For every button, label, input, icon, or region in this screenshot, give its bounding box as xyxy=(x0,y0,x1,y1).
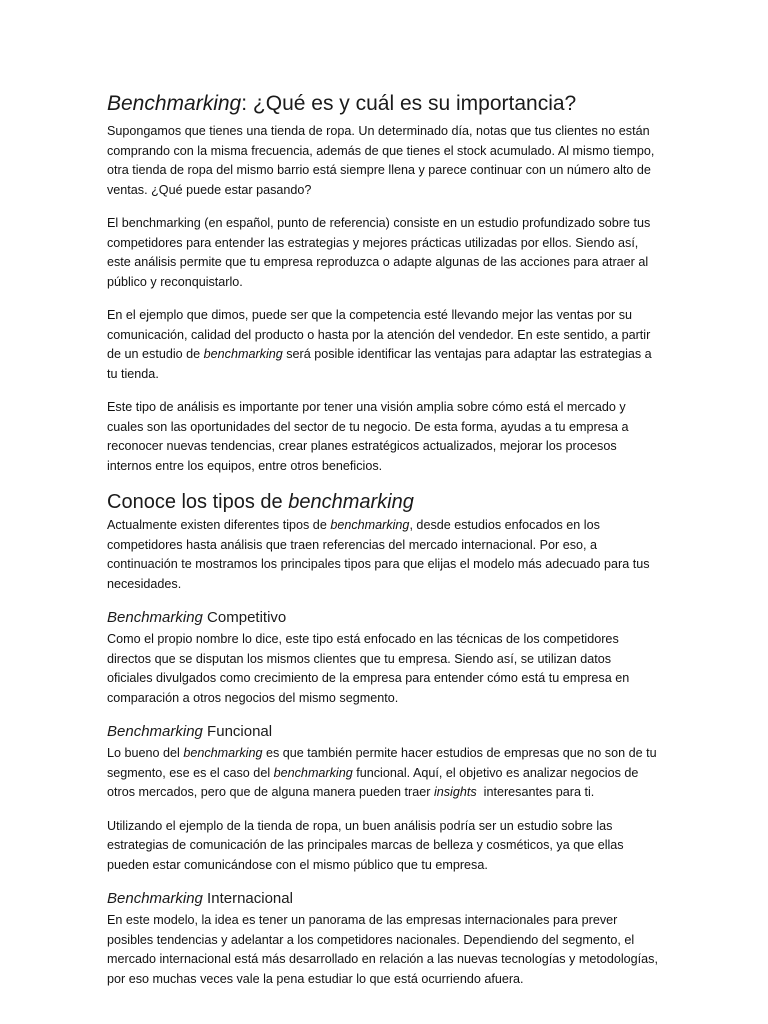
internacional-heading-emphasis: Benchmarking xyxy=(107,890,203,907)
funcional-p1-text-c: funcional. Aquí, el objetivo es analizar negocios de otros mercados, pero que de alguna manera pueden traer xyxy=(107,765,639,799)
types-text-b: , desde estudios enfocados en los competidores hasta análisis que traen referencias del mercado internacional. Por eso, a continuación te mostramos los principales tipos para que elijas el modelo más adecuado para tus necesidades. xyxy=(107,518,650,591)
types-heading-text: Conoce los tipos de xyxy=(107,491,289,513)
section-heading-types xyxy=(107,490,659,514)
funcional-heading-emphasis: Benchmarking xyxy=(107,723,203,740)
funcional-paragraph-2: Utilizando el ejemplo de la tienda de ropa, un buen análisis podría ser un estudio sobre las estrategias de comunicación de las principales marcas de belleza y cosméticos, ya que ellas pueden estar comunicándose con el mismo público que tu empresa. xyxy=(107,818,624,872)
intro-paragraph-3 xyxy=(107,306,659,384)
types-emphasis: benchmarking xyxy=(330,518,410,532)
title-emphasis: Benchmarking xyxy=(107,92,242,115)
funcional-paragraph-1 xyxy=(107,744,659,803)
document-content xyxy=(107,91,659,1003)
intro-p3-text-a: En el ejemplo que dimos, puede ser que la competencia esté llevando mejor las ventas por su comunicación, calidad del producto o hasta por la atención del vendedor. En este sentido, a partir de un estudio de xyxy=(107,308,651,361)
funcional-p1-emphasis-2: benchmarking xyxy=(273,765,353,780)
funcional-p1-emphasis-1: benchmarking xyxy=(183,746,263,760)
types-heading-emphasis: benchmarking xyxy=(288,491,414,513)
competitivo-heading-rest: Competitivo xyxy=(202,609,287,626)
intro-paragraph-4: Este tipo de análisis es importante por tener una visión amplia sobre cómo está el mercado y cuales son las oportunidades del sector de tu negocio. De esta forma, ayudas a tu empresa a reconocer nuevas tendencias, crear planes estratégicos actualizados, mejorar los procesos internos entre los equipos, entre otros beneficios. xyxy=(107,400,629,473)
intro-p3-emphasis: benchmarking xyxy=(203,347,283,361)
subheading-competitivo xyxy=(107,608,659,628)
internacional-heading-rest: Internacional xyxy=(202,890,293,907)
intro-p3-text-b: será posible identificar las ventajas para adaptar las estrategias a tu tienda. xyxy=(107,347,652,381)
funcional-p1-text-a: Lo bueno del xyxy=(107,746,184,760)
intro-paragraph-2: El benchmarking (en español, punto de referencia) consiste en un estudio profundizado sobre tus competidores para entender las estrategias y mejores prácticas utilizadas por ellos. Siendo así, este análisis permite que tu empresa reproduzca o adapte algunas de las acciones para atraer al público y reconquistarlo. xyxy=(107,216,651,289)
funcional-p1-text-d: interesantes para ti. xyxy=(476,785,595,799)
funcional-p1-emphasis-3: insights xyxy=(433,785,477,799)
page-title xyxy=(107,91,659,117)
funcional-heading-rest: Funcional xyxy=(202,723,273,740)
internacional-paragraph: En este modelo, la idea es tener un panorama de las empresas internacionales para prever posibles tendencias y adelantar a los competidores nacionales. Dependiendo del segmento, el mercado internacional está más desarrollado en relación a las nuevas tecnologías y metodologías, por eso muchas veces vale la pena estudiar lo que está ocurriendo afuera. xyxy=(107,913,658,986)
types-text-a: Actualmente existen diferentes tipos de xyxy=(107,518,331,532)
funcional-p1-text-b: es que también permite hacer estudios de empresas que no son de tu segmento, ese es el caso del xyxy=(107,746,657,780)
competitivo-heading-emphasis: Benchmarking xyxy=(107,609,203,626)
subheading-funcional xyxy=(107,722,659,742)
competitivo-paragraph: Como el propio nombre lo dice, este tipo está enfocado en las técnicas de los competidores directos que se disputan los mismos clientes que tu empresa. Siendo así, se utilizan datos oficiales divulgados como crecimiento de la empresa para entender cómo está tu empresa en comparación a otros negocios del mismo segmento. xyxy=(107,632,630,705)
title-rest: : ¿Qué es y cuál es su importancia? xyxy=(241,92,577,115)
intro-paragraph-1: Supongamos que tienes una tienda de ropa. Un determinado día, notas que tus clientes no están comprando con la misma frecuencia, además de que tienes el stock acumulado. Al mismo tiempo, otra tienda de ropa del mismo barrio está siempre llena y parece continuar con un número alto de ventas. ¿Qué puede estar pasando? xyxy=(107,124,655,197)
subheading-internacional xyxy=(107,889,659,909)
types-paragraph xyxy=(107,516,659,594)
